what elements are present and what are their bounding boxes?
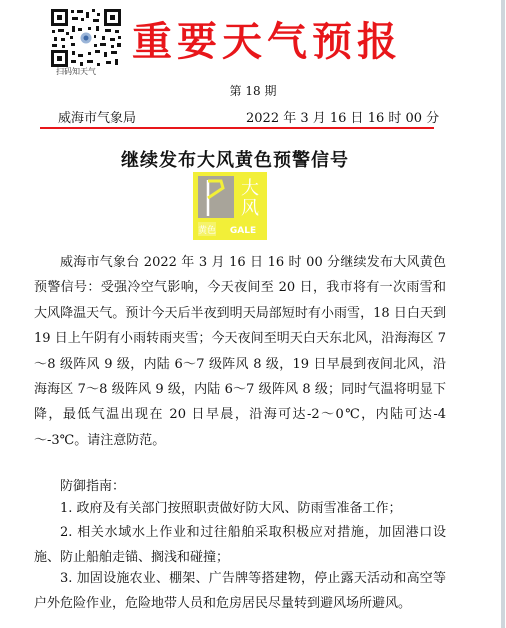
- guide-item: 1. 政府及有关部门按照职责做好防大风、防雨雪准备工作；: [60, 501, 402, 516]
- signal-label-en: GALE: [229, 226, 257, 236]
- signal-label-cn: 黄色: [197, 226, 217, 236]
- document-title: 继续发布大风黄色预警信号: [121, 150, 349, 171]
- signal-label-top: 大: [241, 178, 259, 199]
- issue-datetime: 2022 年 3 月 16 日 16 时 00 分: [246, 111, 440, 126]
- signal-label-bottom: 风: [241, 198, 259, 219]
- gale-yellow-warning-icon: [193, 172, 267, 240]
- guide-item: 3. 加固设施农业、棚架、广告牌等搭建物，停止露天活动和高空等户外危险作业，危险地带人员和危房居民尽量转到避风场所避风。: [34, 571, 446, 612]
- department-name: 威海市气象局: [58, 111, 137, 126]
- issue-number: 第 18 期: [229, 84, 277, 98]
- main-paragraph: 威海市气象台 2022 年 3 月 16 日 16 时 00 分继续发布大风黄色预警信号：受强冷空气影响，今天夜间至 20 日，我市将有一次雨雪和大风降温天气。预计今天后半夜到明天局部短时有小雨雪，18 日白天到 19 日上午阴有小雨转雨夹雪；今天夜间至明天白天东北风，沿海海区 7～8 级阵风 9 级，内陆 6～7 级阵风 8 级，19 日早晨到夜间北风，沿海海区 7～8 级阵风 9 级，内陆 6～7 级阵风 8 级；同时气温将明显下降，最低气温出现在 20 日早晨，沿海可达-2～0℃，内陆可达-4～-3℃。请注意防范。: [34, 255, 446, 448]
- qr-caption: 扫码知天气: [56, 67, 96, 76]
- header-divider: [40, 127, 434, 129]
- guide-item: 2. 相关水域水上作业和过往船舶采取积极应对措施，加固港口设施、防止船舶走锚、搁浅和碰撞；: [34, 525, 446, 566]
- guide-title: 防御指南：: [60, 479, 126, 494]
- qr-code-icon: [50, 8, 122, 68]
- page-headline: 重要天气预报: [132, 18, 402, 65]
